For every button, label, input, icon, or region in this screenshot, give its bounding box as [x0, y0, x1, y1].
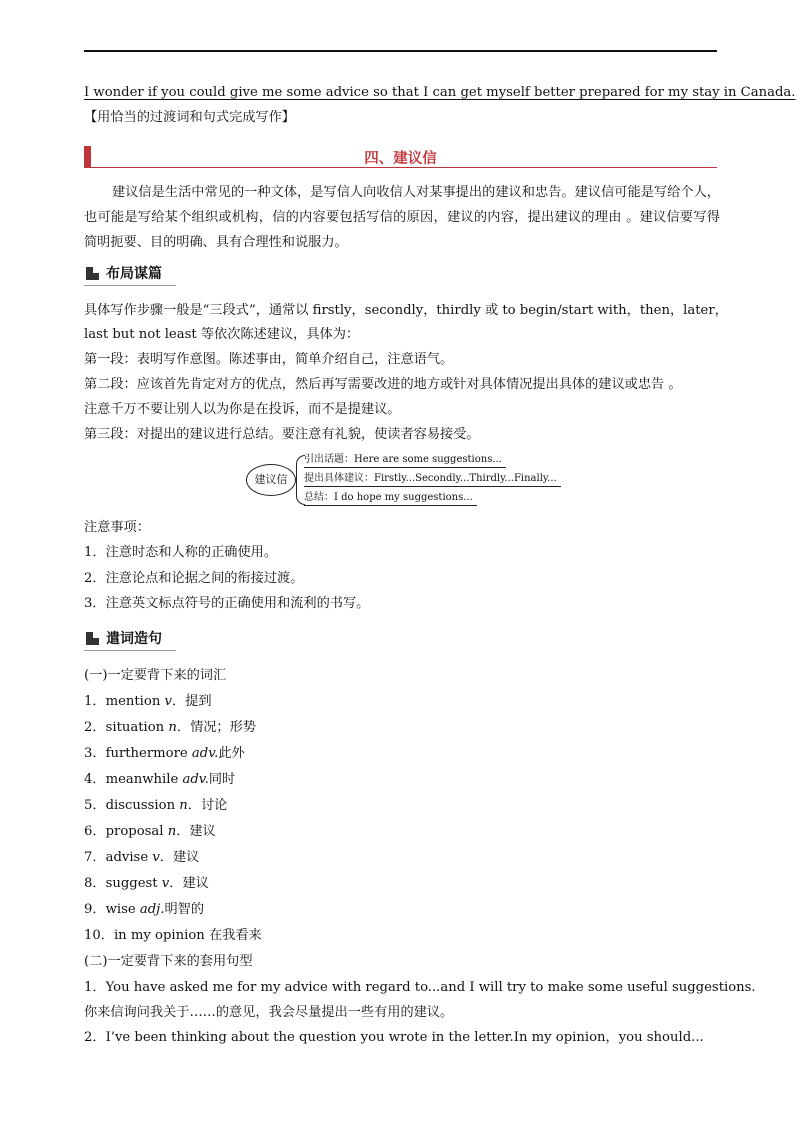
- vocab-item: 8．suggest v．建议: [84, 876, 209, 891]
- vocab-item: 3．furthermore adv.此外: [84, 746, 245, 761]
- note-item: 2．注意论点和论据之间的衔接过渡。: [84, 571, 304, 586]
- instruction-text: 【用恰当的过渡词和句式完成写作】: [84, 110, 295, 125]
- vocab-item: 5．discussion n．讨论: [84, 798, 228, 813]
- heading-label: 布局谋篇: [106, 266, 162, 282]
- note-item: 1．注意时态和人称的正确使用。: [84, 545, 278, 560]
- vocab-item: 4．meanwhile adv.同时: [84, 772, 236, 787]
- diagram-center: 建议信: [246, 464, 296, 496]
- layout-text-line: 注意千万不要让别人以为你是在投诉，而不是提建议。: [84, 402, 401, 417]
- diagram-branch: 提出具体建议：Firstly...Secondly...Thirdly...Finally...: [304, 472, 561, 487]
- description-line: 给个人，也可能是写给某个组织或机构，信的内容要包括写信的原因，建议的内容，提出建议的理由 。: [84, 185, 720, 225]
- description-paragraph: [84, 180, 720, 255]
- section-title: 四、建议信: [364, 151, 437, 167]
- sentence-pattern: 2．I’ve been thinking about the question you wrote in the letter.In my opinion，you should...: [84, 1030, 704, 1045]
- diagram-branch: 总结：I do hope my suggestions...: [304, 491, 477, 506]
- layout-text-line: 第二段：应该首先肯定对方的优点，然后再写需要改进的地方或针对具体情况提出具体的建议或忠告 。: [84, 377, 682, 392]
- description-line: 建议信要写得简明扼要、目的明确、具有合理性和说服力。: [84, 210, 720, 250]
- layout-text-line: last but not least 等依次陈述建议，具体为：: [84, 327, 360, 342]
- heading-label: 遣词造句: [106, 631, 162, 647]
- vocab-item: 6．proposal n．建议: [84, 824, 216, 839]
- vocab-item: 1．mention v．提到: [84, 694, 212, 709]
- vocab-item: 10．in my opinion 在我看来: [84, 928, 262, 943]
- section-banner: [84, 146, 717, 170]
- vocab-item: 9．wise adj.明智的: [84, 902, 205, 917]
- heading-square-icon: [86, 267, 99, 280]
- vocab-item: 2．situation n．情况；形势: [84, 720, 256, 735]
- layout-text-line: 具体写作步骤一般是“三段式”，通常以 firstly，secondly，thirdly 或 to begin/start with，then，later，: [84, 303, 728, 318]
- structure-diagram: [246, 453, 557, 509]
- heading-underline: [84, 650, 176, 651]
- sentence-pattern: 1．You have asked me for my advice with regard to...and I will try to make some useful suggestions.: [84, 980, 756, 995]
- intro-sentence: I wonder if you could give me some advice so that I can get myself better prepared for my stay in Canada.: [84, 85, 796, 100]
- layout-text-line: 第三段：对提出的建议进行总结。要注意有礼貌，使读者容易接受。: [84, 427, 480, 442]
- heading-square-icon: [86, 632, 99, 645]
- description-line: 建议信是生活中常见的一种文体，是写信人向收信人对某事提出的建议和忠告。建议信可能是写: [112, 185, 668, 200]
- sentence-subtitle: (二)一定要背下来的套用句型: [84, 954, 253, 969]
- note-item: 3．注意英文标点符号的正确使用和流利的书写。: [84, 596, 370, 611]
- sentence-translation: 你来信询问我关于……的意见，我会尽量提出一些有用的建议。: [84, 1005, 454, 1020]
- heading-underline: [84, 285, 176, 286]
- layout-text-line: 第一段：表明写作意图。陈述事由，简单介绍自己，注意语气。: [84, 352, 454, 367]
- vocab-subtitle: (一)一定要背下来的词汇: [84, 668, 227, 683]
- top-rule: [84, 50, 717, 52]
- vocab-item: 7．advise v．建议: [84, 850, 200, 865]
- notes-title: 注意事项：: [84, 520, 150, 535]
- diagram-branch: 引出话题：Here are some suggestions...: [304, 453, 506, 468]
